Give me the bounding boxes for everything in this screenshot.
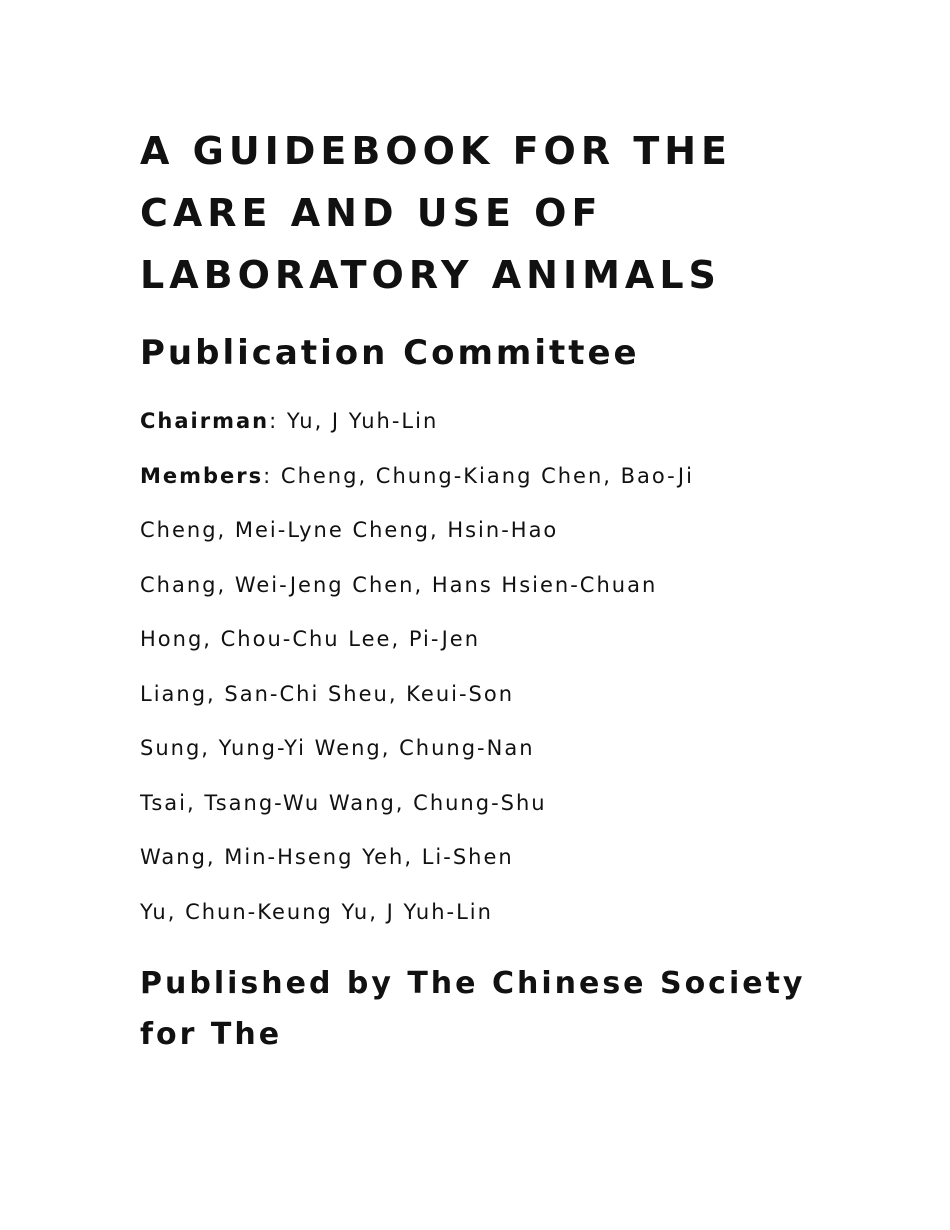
member-line: Wang, Min-Hseng Yeh, Li-Shen — [140, 845, 514, 869]
member-line: Liang, San-Chi Sheu, Keui-Son — [140, 681, 515, 706]
members-label: Members — [140, 463, 264, 488]
chairman-value: : Yu, J Yuh-Lin — [269, 409, 439, 433]
committee-heading: Publication Committee — [140, 333, 640, 373]
document-title: A GUIDEBOOK FOR THE CARE AND USE OF LABORATORY ANIMALS — [140, 129, 733, 297]
member-line: Sung, Yung-Yi Weng, Chung-Nan — [140, 736, 535, 760]
member-line: Hong, Chou-Chu Lee, Pi-Jen — [140, 627, 481, 651]
chairman-label: Chairman — [140, 409, 270, 433]
member-line: Yu, Chun-Keung Yu, J Yuh-Lin — [140, 899, 493, 924]
members-line — [140, 449, 840, 504]
member-line: Tsai, Tsang-Wu Wang, Chung-Shu — [140, 790, 547, 815]
chairman-line — [140, 394, 840, 449]
member-line: Cheng, Mei-Lyne Cheng, Hsin-Hao — [140, 518, 559, 542]
members-value: : Cheng, Chung-Kiang Chen, Bao-Ji — [263, 463, 694, 488]
document-page — [140, 120, 840, 1060]
member-line: Chang, Wei-Jeng Chen, Hans Hsien-Chuan — [140, 572, 658, 597]
publisher-heading: Published by The Chinese Society for The — [140, 966, 806, 1052]
